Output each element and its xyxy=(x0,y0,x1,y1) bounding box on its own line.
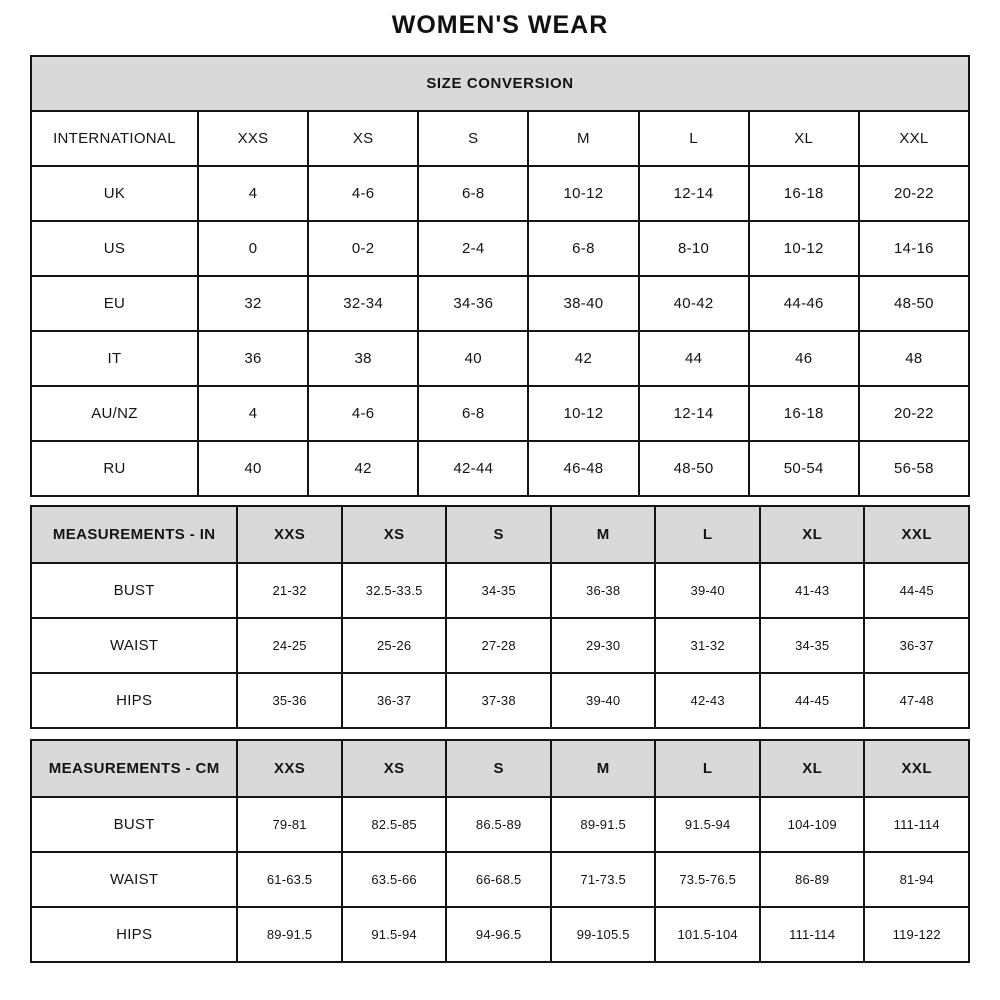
size-value-cell: 37-38 xyxy=(446,673,551,728)
size-value-cell: 71-73.5 xyxy=(551,852,656,907)
size-value-cell: 89-91.5 xyxy=(237,907,342,962)
header-row xyxy=(31,740,969,797)
size-value-cell: 42-43 xyxy=(655,673,760,728)
size-value-cell: 82.5-85 xyxy=(342,797,447,852)
size-value-cell: 10-12 xyxy=(749,221,859,276)
size-column-header: XS xyxy=(308,111,418,166)
size-value-cell: 73.5-76.5 xyxy=(655,852,760,907)
size-value-cell: 16-18 xyxy=(749,166,859,221)
size-column-header: XS xyxy=(342,740,447,797)
size-value-cell: 42 xyxy=(308,441,418,496)
size-value-cell: 21-32 xyxy=(237,563,342,618)
size-value-cell: 12-14 xyxy=(639,386,749,441)
table-row xyxy=(31,441,969,496)
size-value-cell: 32.5-33.5 xyxy=(342,563,447,618)
size-column-header: M xyxy=(551,740,656,797)
size-value-cell: 34-35 xyxy=(760,618,865,673)
size-value-cell: 6-8 xyxy=(418,386,528,441)
size-value-cell: 111-114 xyxy=(760,907,865,962)
size-value-cell: 34-35 xyxy=(446,563,551,618)
size-value-cell: 27-28 xyxy=(446,618,551,673)
row-label: HIPS xyxy=(31,673,237,728)
size-value-cell: 94-96.5 xyxy=(446,907,551,962)
table-row xyxy=(31,276,969,331)
row-label-header: INTERNATIONAL xyxy=(31,111,198,166)
size-value-cell: 16-18 xyxy=(749,386,859,441)
size-value-cell: 91.5-94 xyxy=(342,907,447,962)
size-value-cell: 31-32 xyxy=(655,618,760,673)
table-row xyxy=(31,166,969,221)
size-value-cell: 4 xyxy=(198,386,308,441)
size-column-header: S xyxy=(418,111,528,166)
measurements-cm-table xyxy=(30,739,970,963)
size-value-cell: 24-25 xyxy=(237,618,342,673)
size-value-cell: 39-40 xyxy=(655,563,760,618)
table-row xyxy=(31,386,969,441)
size-value-cell: 91.5-94 xyxy=(655,797,760,852)
row-label-header: MEASUREMENTS - CM xyxy=(31,740,237,797)
size-value-cell: 50-54 xyxy=(749,441,859,496)
table-title-row xyxy=(31,56,969,111)
size-column-header: M xyxy=(551,506,656,563)
size-value-cell: 44-45 xyxy=(760,673,865,728)
size-value-cell: 48-50 xyxy=(639,441,749,496)
size-column-header: M xyxy=(528,111,638,166)
size-column-header: XL xyxy=(760,740,865,797)
size-value-cell: 36-38 xyxy=(551,563,656,618)
size-value-cell: 42-44 xyxy=(418,441,528,496)
size-column-header: XXS xyxy=(198,111,308,166)
size-value-cell: 40 xyxy=(418,331,528,386)
size-value-cell: 32-34 xyxy=(308,276,418,331)
size-value-cell: 111-114 xyxy=(864,797,969,852)
measurements-in-table xyxy=(30,505,970,729)
size-column-header: XL xyxy=(749,111,859,166)
size-column-header: XXS xyxy=(237,740,342,797)
table-row xyxy=(31,331,969,386)
row-label: IT xyxy=(31,331,198,386)
size-column-header: S xyxy=(446,740,551,797)
size-value-cell: 8-10 xyxy=(639,221,749,276)
size-value-cell: 25-26 xyxy=(342,618,447,673)
size-value-cell: 12-14 xyxy=(639,166,749,221)
row-label: AU/NZ xyxy=(31,386,198,441)
table-row xyxy=(31,221,969,276)
size-value-cell: 104-109 xyxy=(760,797,865,852)
size-value-cell: 4 xyxy=(198,166,308,221)
size-value-cell: 36-37 xyxy=(342,673,447,728)
size-value-cell: 14-16 xyxy=(859,221,969,276)
size-column-header: XXL xyxy=(859,111,969,166)
table-row xyxy=(31,852,969,907)
size-value-cell: 48-50 xyxy=(859,276,969,331)
size-value-cell: 119-122 xyxy=(864,907,969,962)
size-column-header: L xyxy=(639,111,749,166)
size-value-cell: 20-22 xyxy=(859,166,969,221)
row-label: UK xyxy=(31,166,198,221)
page-title: WOMEN'S WEAR xyxy=(391,11,609,39)
size-value-cell: 38-40 xyxy=(528,276,638,331)
size-column-header: L xyxy=(655,740,760,797)
size-value-cell: 42 xyxy=(528,331,638,386)
header-row xyxy=(31,111,969,166)
size-value-cell: 36 xyxy=(198,331,308,386)
size-column-header: S xyxy=(446,506,551,563)
size-value-cell: 44-45 xyxy=(864,563,969,618)
size-value-cell: 39-40 xyxy=(551,673,656,728)
size-value-cell: 48 xyxy=(859,331,969,386)
size-value-cell: 4-6 xyxy=(308,166,418,221)
size-value-cell: 35-36 xyxy=(237,673,342,728)
size-value-cell: 0 xyxy=(198,221,308,276)
size-value-cell: 36-37 xyxy=(864,618,969,673)
row-label: EU xyxy=(31,276,198,331)
size-value-cell: 61-63.5 xyxy=(237,852,342,907)
size-conversion-table xyxy=(30,55,970,497)
row-label: US xyxy=(31,221,198,276)
size-value-cell: 89-91.5 xyxy=(551,797,656,852)
header-row xyxy=(31,506,969,563)
size-value-cell: 6-8 xyxy=(528,221,638,276)
size-value-cell: 10-12 xyxy=(528,166,638,221)
table-row xyxy=(31,797,969,852)
size-value-cell: 6-8 xyxy=(418,166,528,221)
size-column-header: XXL xyxy=(864,506,969,563)
size-value-cell: 10-12 xyxy=(528,386,638,441)
size-value-cell: 34-36 xyxy=(418,276,528,331)
size-value-cell: 101.5-104 xyxy=(655,907,760,962)
row-label: WAIST xyxy=(31,618,237,673)
size-value-cell: 86-89 xyxy=(760,852,865,907)
row-label-header: MEASUREMENTS - IN xyxy=(31,506,237,563)
size-value-cell: 46 xyxy=(749,331,859,386)
size-value-cell: 99-105.5 xyxy=(551,907,656,962)
table-row xyxy=(31,563,969,618)
size-column-header: XS xyxy=(342,506,447,563)
size-value-cell: 4-6 xyxy=(308,386,418,441)
size-value-cell: 38 xyxy=(308,331,418,386)
size-value-cell: 44-46 xyxy=(749,276,859,331)
size-column-header: XL xyxy=(760,506,865,563)
row-label: HIPS xyxy=(31,907,237,962)
size-value-cell: 79-81 xyxy=(237,797,342,852)
size-column-header: L xyxy=(655,506,760,563)
size-value-cell: 40-42 xyxy=(639,276,749,331)
size-value-cell: 81-94 xyxy=(864,852,969,907)
table-title: SIZE CONVERSION xyxy=(31,56,969,111)
row-label: BUST xyxy=(31,797,237,852)
row-label: WAIST xyxy=(31,852,237,907)
size-value-cell: 86.5-89 xyxy=(446,797,551,852)
row-label: BUST xyxy=(31,563,237,618)
size-value-cell: 41-43 xyxy=(760,563,865,618)
table-row xyxy=(31,907,969,962)
size-value-cell: 63.5-66 xyxy=(342,852,447,907)
size-value-cell: 2-4 xyxy=(418,221,528,276)
size-value-cell: 29-30 xyxy=(551,618,656,673)
size-value-cell: 66-68.5 xyxy=(446,852,551,907)
size-column-header: XXL xyxy=(864,740,969,797)
size-value-cell: 32 xyxy=(198,276,308,331)
row-label: RU xyxy=(31,441,198,496)
size-value-cell: 44 xyxy=(639,331,749,386)
size-column-header: XXS xyxy=(237,506,342,563)
size-value-cell: 46-48 xyxy=(528,441,638,496)
table-row xyxy=(31,673,969,728)
size-value-cell: 56-58 xyxy=(859,441,969,496)
table-row xyxy=(31,618,969,673)
size-value-cell: 47-48 xyxy=(864,673,969,728)
size-value-cell: 0-2 xyxy=(308,221,418,276)
size-value-cell: 20-22 xyxy=(859,386,969,441)
size-value-cell: 40 xyxy=(198,441,308,496)
